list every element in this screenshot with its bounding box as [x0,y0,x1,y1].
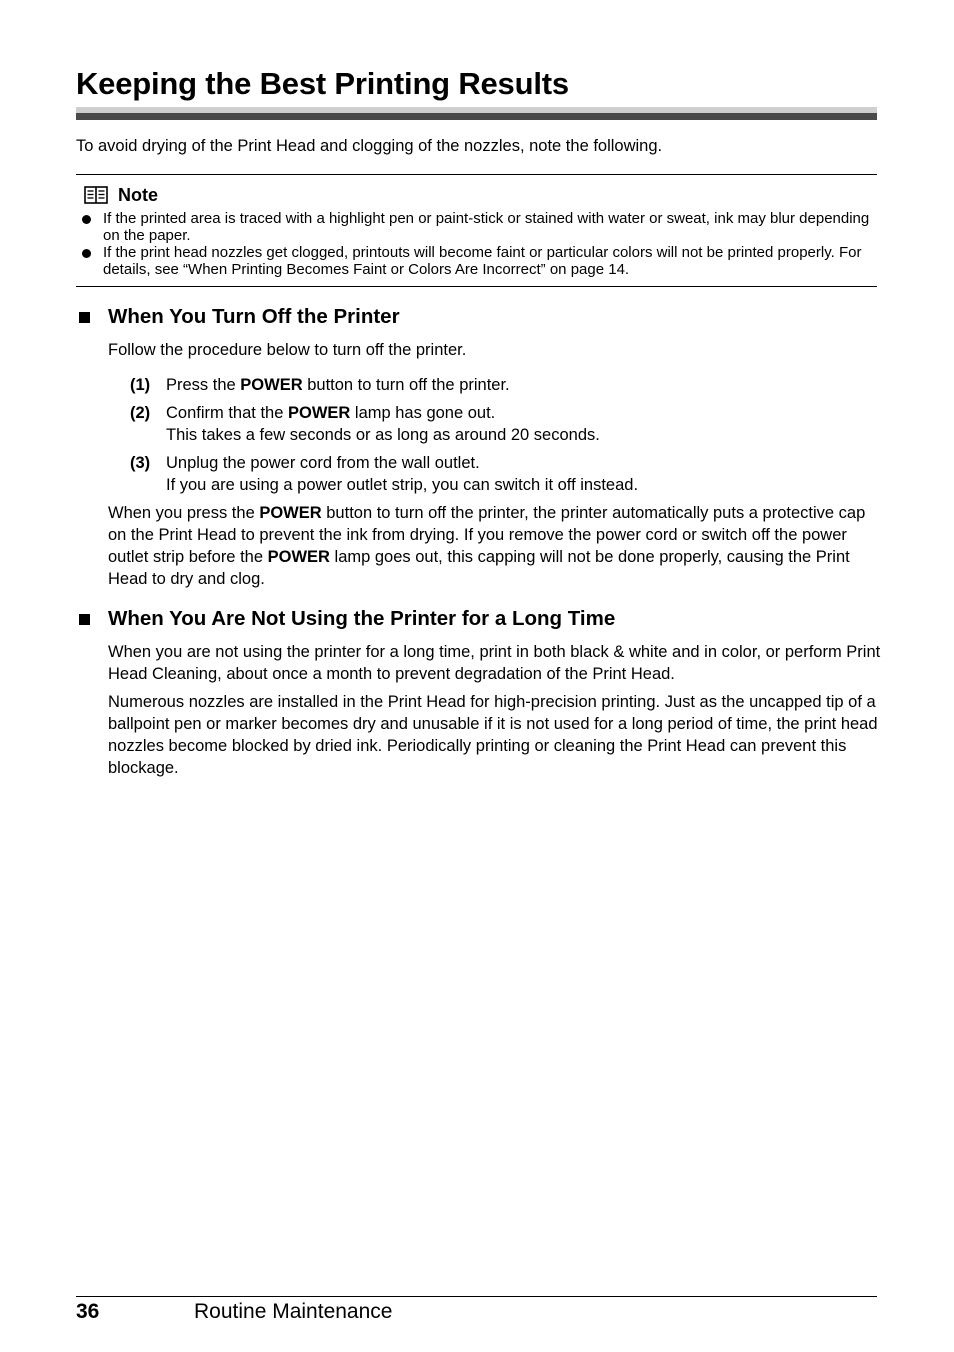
footer-rule [76,1296,877,1297]
section-intro: Follow the procedure below to turn off the printer. [108,341,467,359]
step-subtext: If you are using a power outlet strip, you can switch it off instead. [166,476,639,494]
page-title: Keeping the Best Printing Results [76,66,569,101]
step-text: Unplug the power cord from the wall outlet. If you are using a power outlet strip, you can switch it off instead. [166,454,639,494]
note-label: Note [118,185,158,205]
step-text: Confirm that the POWER lamp has gone out. This takes a few seconds or as long as around 20 seconds. [166,404,600,444]
section-heading-long-time [79,607,615,631]
note-list [76,211,877,279]
note-item [76,211,877,244]
explanation-paragraph: When you press the POWER button to turn off the printer, the printer automatically puts a protective cap on the Print Head to prevent the ink from drying. If you remove the power cord or switch off the power outlet strip before the POWER lamp goes out, this capping will not be done properly, causing the Print Head to dry and clog. [108,504,866,588]
section-heading-turn-off [79,305,400,329]
section-heading-text: When You Are Not Using the Printer for a Long Time [108,607,616,630]
square-bullet-icon [79,312,90,323]
step-number: (1) [130,376,151,394]
section-heading-text: When You Turn Off the Printer [108,305,400,328]
note-box [76,174,877,287]
step-number: (3) [130,454,151,472]
title-rule-shadow [76,113,877,120]
intro-text: To avoid drying of the Print Head and clogging of the nozzles, note the following. [76,137,663,155]
paragraph: Numerous nozzles are installed in the Print Head for high-precision printing. Just as the uncapped tip of a ballpoint pen or marker becomes dry and unusable if it is not used for a long period of time, the print head nozzles become blocked by dried ink. Periodically printing or cleaning the Print Head can prevent this blockage. [108,693,878,777]
note-header [84,185,158,205]
note-item [76,245,877,278]
step-number: (2) [130,404,151,422]
paragraph: When you are not using the printer for a long time, print in both black & white and in color, or perform Print Head Cleaning, about once a month to prevent degradation of the Print Head. [108,643,881,683]
note-item-text: If the print head nozzles get clogged, printouts will become faint or particular colors will not be printed properly. For details, see “When Printing Becomes Faint or Colors Are Incorrect” on page 14. [103,244,862,278]
note-item-text: If the printed area is traced with a highlight pen or paint-stick or stained with water or sweat, ink may blur depending on the paper. [103,210,870,244]
square-bullet-icon [79,614,90,625]
footer-section-label: Routine Maintenance [194,1300,393,1323]
step-subtext: This takes a few seconds or as long as around 20 seconds. [166,426,600,444]
bullet-icon [82,215,91,224]
bullet-icon [82,249,91,258]
page-number: 36 [76,1300,100,1323]
step-text: Press the POWER button to turn off the printer. [166,376,510,394]
note-book-icon [84,186,108,204]
